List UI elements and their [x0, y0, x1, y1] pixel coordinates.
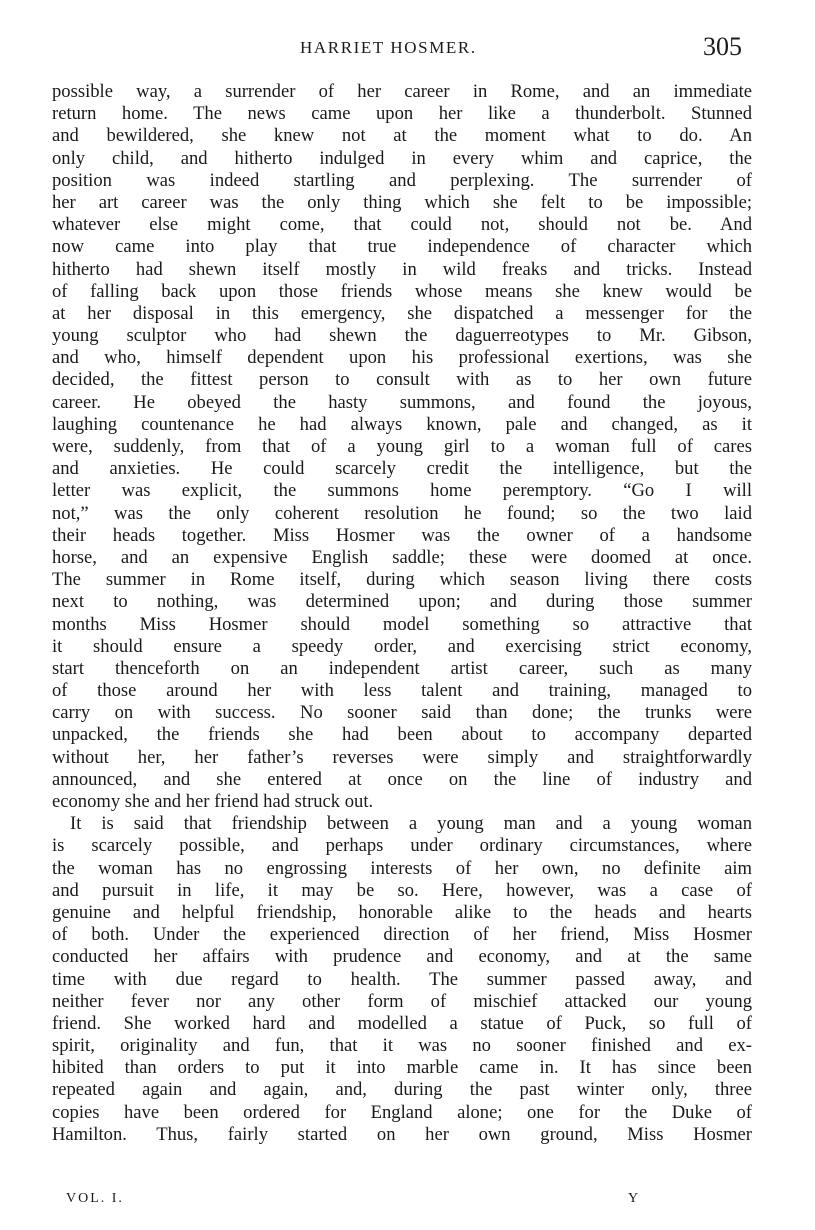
text-line: next to nothing, was determined upon; and during those summer: [52, 591, 752, 613]
text-line: spirit, originality and fun, that it was no sooner finished and ex-: [52, 1035, 752, 1057]
text-line: not,” was the only coherent resolution he found; so the two laid: [52, 502, 752, 524]
text-line: hibited than orders to put it into marble came in. It has since been: [52, 1057, 752, 1079]
text-line: horse, and an expensive English saddle; these were doomed at once.: [52, 546, 752, 568]
text-line: neither fever nor any other form of mischief attacked our young: [52, 990, 752, 1012]
text-line: their heads together. Miss Hosmer was the owner of a handsome: [52, 524, 752, 546]
text-line: possible way, a surrender of her career in Rome, and an immediate: [52, 81, 752, 102]
text-line: and bewildered, she knew not at the moment what to do. An: [52, 125, 752, 147]
body-text: [52, 81, 752, 1146]
text-line: at her disposal in this emergency, she dispatched a messenger for the: [52, 302, 752, 324]
text-line: decided, the fittest person to consult with as to her own future: [52, 369, 752, 391]
page-number: 305: [703, 32, 742, 61]
text-line: without her, her father’s reverses were simply and straightforwardly: [52, 746, 752, 768]
text-line: carry on with success. No sooner said than done; the trunks were: [52, 702, 752, 724]
text-line: Hamilton. Thus, fairly started on her own ground, Miss Hosmer: [52, 1123, 752, 1145]
text-line: letter was explicit, the summons home peremptory. “Go I will: [52, 480, 752, 502]
text-line: announced, and she entered at once on the line of industry and: [52, 768, 752, 790]
text-line: only child, and hitherto indulged in every whim and caprice, the: [52, 147, 752, 169]
text-line: return home. The news came upon her like a thunderbolt. Stunned: [52, 103, 752, 125]
text-line: is scarcely possible, and perhaps under ordinary circumstances, where: [52, 835, 752, 857]
text-line: of falling back upon those friends whose means she knew would be: [52, 280, 752, 302]
running-title: HARRIET HOSMER.: [300, 38, 477, 57]
text-line: repeated again and again, and, during the past winter only, three: [52, 1079, 752, 1101]
text-line: months Miss Hosmer should model something so attractive that: [52, 613, 752, 635]
text-line: The summer in Rome itself, during which season living there costs: [52, 569, 752, 591]
text-line: career. He obeyed the hasty summons, and found the joyous,: [52, 391, 752, 413]
text-line: laughing countenance he had always known, pale and changed, as it: [52, 413, 752, 435]
text-line: of both. Under the experienced direction of her friend, Miss Hosmer: [52, 924, 752, 946]
text-line: time with due regard to health. The summer passed away, and: [52, 968, 752, 990]
text-line: her art career was the only thing which she felt to be impossible;: [52, 191, 752, 213]
page-footer: [0, 1191, 815, 1215]
text-line: it should ensure a speedy order, and exercising strict economy,: [52, 635, 752, 657]
text-line: and anxieties. He could scarcely credit the intelligence, but the: [52, 458, 752, 480]
paragraph: [52, 813, 752, 1146]
text-line: and who, himself dependent upon his professional exertions, was she: [52, 347, 752, 369]
page-header: [0, 32, 815, 62]
gathering-signature: Y: [628, 1191, 639, 1206]
text-line: the woman has no engrossing interests of her own, no definite aim: [52, 857, 752, 879]
text-line: economy she and her friend had struck out.: [52, 791, 374, 812]
text-line: friend. She worked hard and modelled a statue of Puck, so full of: [52, 1012, 752, 1034]
text-line: genuine and helpful friendship, honorable alike to the heads and hearts: [52, 901, 752, 923]
text-line: of those around her with less talent and training, managed to: [52, 680, 752, 702]
text-line: It is said that friendship between a young man and a young woman: [70, 813, 752, 835]
text-line: unpacked, the friends she had been about to accompany departed: [52, 724, 752, 746]
text-line: were, suddenly, from that of a young girl to a woman full of cares: [52, 436, 752, 457]
text-line: hitherto had shewn itself mostly in wild freaks and tricks. Instead: [52, 258, 752, 280]
volume-signature: VOL. I.: [66, 1191, 124, 1206]
text-line: conducted her affairs with prudence and economy, and at the same: [52, 946, 752, 968]
paragraph: [52, 81, 752, 813]
text-line: start thenceforth on an independent artist career, such as many: [52, 657, 752, 679]
text-line: copies have been ordered for England alone; one for the Duke of: [52, 1101, 752, 1123]
text-line: and pursuit in life, it may be so. Here, however, was a case of: [52, 879, 752, 901]
text-line: position was indeed startling and perplexing. The surrender of: [52, 169, 752, 191]
text-line: now came into play that true independence of character which: [52, 236, 752, 258]
text-line: young sculptor who had shewn the daguerreotypes to Mr. Gibson,: [52, 325, 752, 347]
text-line: whatever else might come, that could not, should not be. And: [52, 214, 752, 236]
